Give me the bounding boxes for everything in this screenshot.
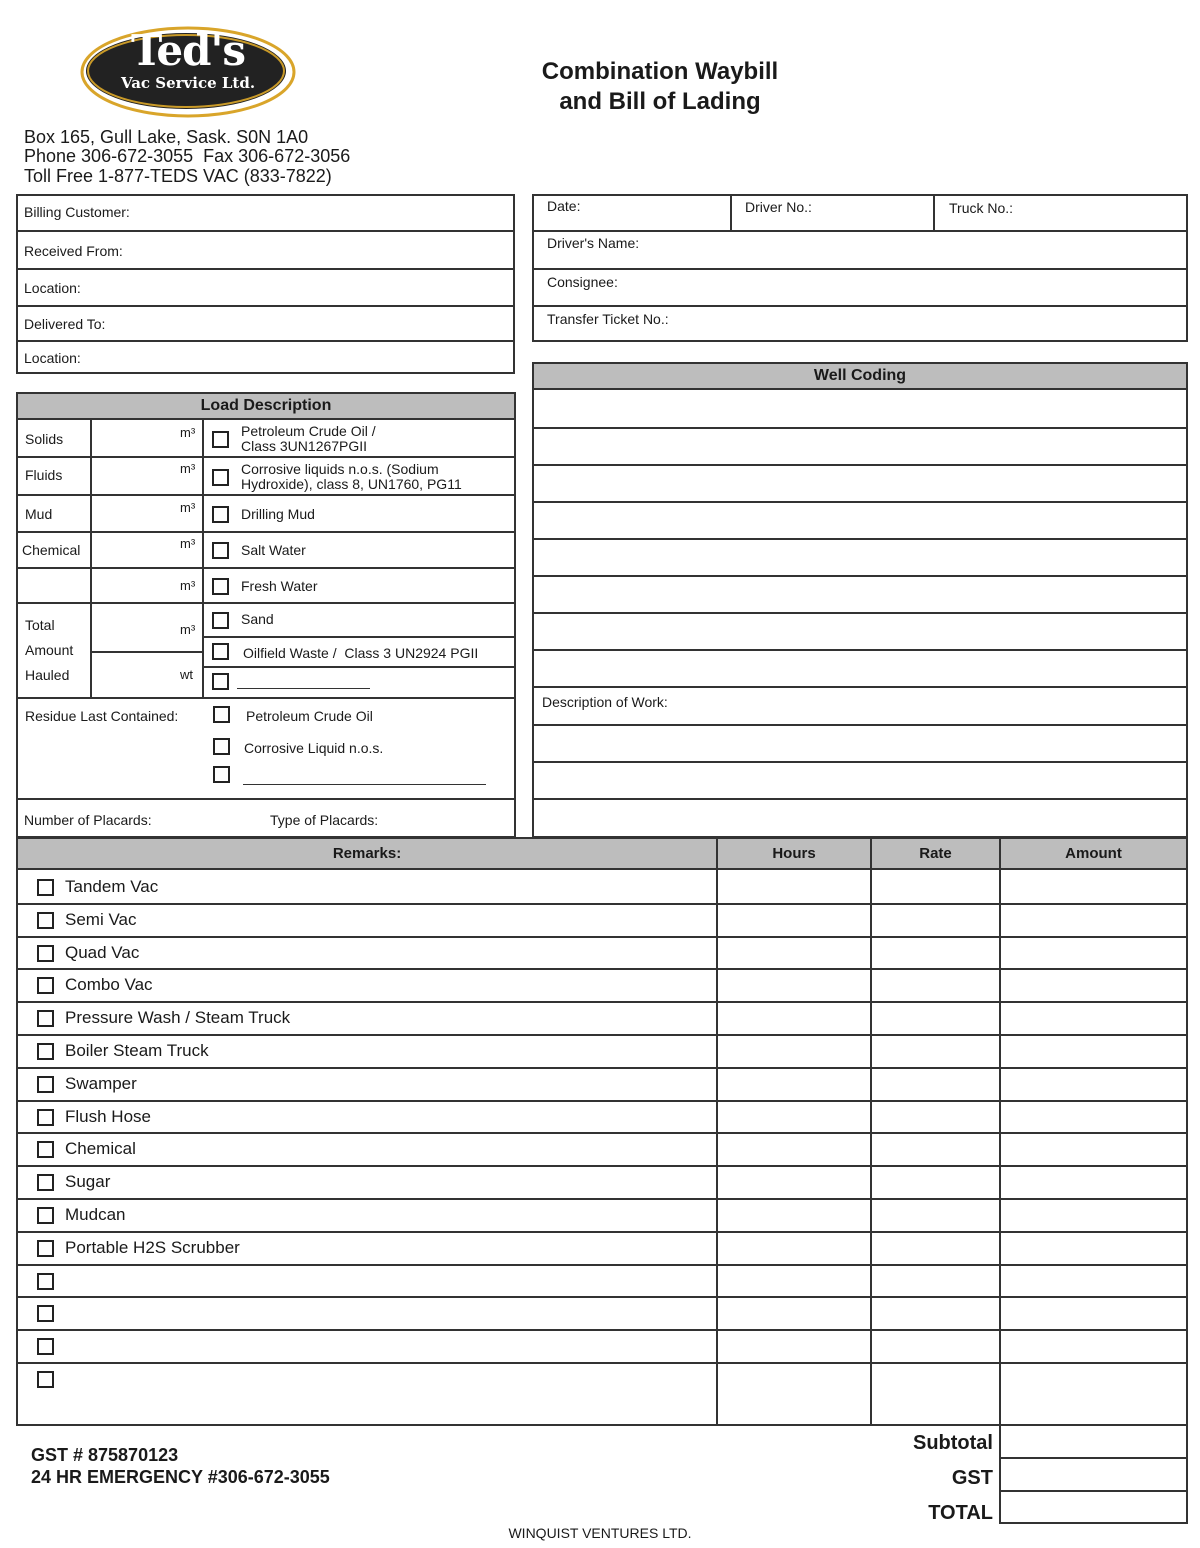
title-line-1: Combination Waybill (541, 58, 779, 85)
row-divider (16, 1198, 1188, 1200)
remark-checkbox[interactable] (37, 879, 54, 896)
row-divider (16, 1264, 1188, 1266)
remark-checkbox[interactable] (37, 1010, 54, 1027)
remark-label: Chemical (65, 1139, 136, 1158)
subtotal-box[interactable] (999, 1424, 1188, 1524)
residue-corrosive-label: Corrosive Liquid n.o.s. (244, 740, 384, 756)
amount-label: Amount (25, 642, 74, 658)
remark-checkbox[interactable] (37, 1109, 54, 1126)
customer-info-box (16, 194, 515, 374)
corrosive-liquids-desc: Corrosive liquids n.o.s. (Sodium Hydroxide), class 8, UN1760, PG11 (241, 461, 462, 492)
solids-unit: m³ (180, 425, 196, 440)
well-coding-header: Well Coding (534, 364, 1186, 390)
row-divider (16, 1329, 1188, 1331)
row-divider (16, 1100, 1188, 1102)
consignee-field[interactable]: Consignee: (547, 274, 618, 290)
salt-water-checkbox[interactable] (212, 542, 229, 559)
company-phone: Phone 306-672-3055 Fax 306-672-3056 (24, 146, 351, 166)
corrosive-liquids-checkbox[interactable] (212, 469, 229, 486)
remark-checkbox[interactable] (37, 1273, 54, 1290)
logo-name: Ted's (130, 26, 246, 75)
remark-label: Mudcan (65, 1205, 126, 1224)
hauled-label: Hauled (25, 667, 70, 683)
fresh-water-label: Fresh Water (241, 578, 318, 594)
blank-row-unit: m³ (180, 578, 196, 593)
other-load-checkbox[interactable] (212, 673, 229, 690)
remark-checkbox[interactable] (37, 1076, 54, 1093)
description-of-work-field[interactable]: Description of Work: (542, 694, 668, 710)
billing-customer-field[interactable]: Billing Customer: (24, 204, 130, 220)
remark-checkbox[interactable] (37, 1240, 54, 1257)
remark-checkbox[interactable] (37, 912, 54, 929)
received-from-field[interactable]: Received From: (24, 243, 123, 259)
remark-label: Boiler Steam Truck (65, 1041, 209, 1060)
remark-checkbox[interactable] (37, 1207, 54, 1224)
mud-label: Mud (25, 506, 53, 522)
remark-label: Sugar (65, 1172, 111, 1191)
remark-label: Pressure Wash / Steam Truck (65, 1008, 291, 1027)
amount-header: Amount (1001, 839, 1186, 870)
sand-label: Sand (241, 611, 274, 627)
row-divider (16, 1034, 1188, 1036)
remark-checkbox[interactable] (37, 945, 54, 962)
crude-oil-desc: Petroleum Crude Oil / Class 3UN1267PGII (241, 423, 376, 454)
document-title (500, 57, 820, 117)
total-volume-unit: m³ (180, 622, 196, 637)
row-divider (16, 1132, 1188, 1134)
row-divider (16, 968, 1188, 970)
gst-label: GST (951, 1467, 993, 1489)
drilling-mud-label: Drilling Mud (241, 506, 315, 522)
fresh-water-checkbox[interactable] (212, 578, 229, 595)
subtotal-label: Subtotal (913, 1432, 993, 1454)
delivery-location-field[interactable]: Location: (24, 350, 81, 366)
gst-number: GST # 875870123 (31, 1445, 179, 1465)
remark-label: Combo Vac (65, 975, 153, 994)
chemical-unit: m³ (180, 536, 196, 551)
residue-corrosive-checkbox[interactable] (213, 738, 230, 755)
fluids-unit: m³ (180, 461, 196, 476)
sand-checkbox[interactable] (212, 612, 229, 629)
chemical-label: Chemical (22, 542, 81, 558)
emergency-number: 24 HR EMERGENCY #306-672-3055 (31, 1467, 330, 1487)
date-field[interactable]: Date: (547, 198, 581, 214)
type-of-placards-field[interactable]: Type of Placards: (270, 812, 379, 828)
well-coding-box (532, 362, 1188, 838)
residue-other-checkbox[interactable] (213, 766, 230, 783)
truck-no-field[interactable]: Truck No.: (949, 200, 1014, 216)
mud-unit: m³ (180, 500, 196, 515)
oilfield-waste-label: Oilfield Waste / Class 3 UN2924 PGII (243, 645, 479, 661)
fluids-label: Fluids (25, 467, 63, 483)
company-logo (78, 24, 298, 118)
row-divider (16, 1296, 1188, 1298)
company-tollfree: Toll Free 1-877-TEDS VAC (833-7822) (24, 166, 332, 186)
load-description-header: Load Description (18, 394, 514, 420)
rate-header: Rate (872, 839, 999, 870)
transfer-ticket-field[interactable]: Transfer Ticket No.: (547, 311, 669, 327)
row-divider (16, 903, 1188, 905)
remark-checkbox[interactable] (37, 1174, 54, 1191)
remark-checkbox[interactable] (37, 1338, 54, 1355)
row-divider (16, 1067, 1188, 1069)
delivered-to-field[interactable]: Delivered To: (24, 316, 106, 332)
residue-label: Residue Last Contained: (25, 708, 179, 724)
remark-checkbox[interactable] (37, 1305, 54, 1322)
company-address: Box 165, Gull Lake, Sask. S0N 1A0 (24, 127, 309, 147)
total-weight-unit: wt (180, 667, 193, 682)
remark-label: Portable H2S Scrubber (65, 1238, 240, 1257)
row-divider (16, 936, 1188, 938)
other-load-line[interactable] (237, 688, 370, 689)
logo-subtitle: Vac Service Ltd. (120, 74, 256, 92)
salt-water-label: Salt Water (241, 542, 306, 558)
remark-checkbox[interactable] (37, 1141, 54, 1158)
total-label: TOTAL (928, 1502, 993, 1524)
row-divider (16, 1001, 1188, 1003)
printer-credit: WINQUIST VENTURES LTD. (508, 1525, 692, 1541)
remark-label: Quad Vac (65, 943, 140, 962)
remarks-header: Remarks: (18, 839, 716, 870)
solids-label: Solids (25, 431, 64, 447)
residue-other-line[interactable] (243, 784, 486, 785)
remark-checkbox[interactable] (37, 1371, 54, 1388)
remark-label: Semi Vac (65, 910, 137, 929)
remark-checkbox[interactable] (37, 1043, 54, 1060)
remark-label: Swamper (65, 1074, 137, 1093)
total-label: Total (25, 617, 55, 633)
location-field[interactable]: Location: (24, 280, 81, 296)
oilfield-waste-checkbox[interactable] (212, 643, 229, 660)
row-divider (16, 1165, 1188, 1167)
crude-oil-checkbox[interactable] (212, 431, 229, 448)
remark-label: Tandem Vac (65, 877, 159, 896)
title-line-2: and Bill of Lading (559, 88, 761, 115)
residue-crude-label: Petroleum Crude Oil (246, 708, 373, 724)
drilling-mud-checkbox[interactable] (212, 506, 229, 523)
residue-crude-checkbox[interactable] (213, 706, 230, 723)
row-divider (16, 1362, 1188, 1364)
number-of-placards-field[interactable]: Number of Placards: (24, 812, 152, 828)
row-divider (16, 1231, 1188, 1233)
remark-checkbox[interactable] (37, 977, 54, 994)
driver-no-field[interactable]: Driver No.: (745, 199, 812, 215)
hours-header: Hours (718, 839, 870, 870)
remark-label: Flush Hose (65, 1107, 151, 1126)
driver-name-field[interactable]: Driver's Name: (547, 235, 640, 251)
